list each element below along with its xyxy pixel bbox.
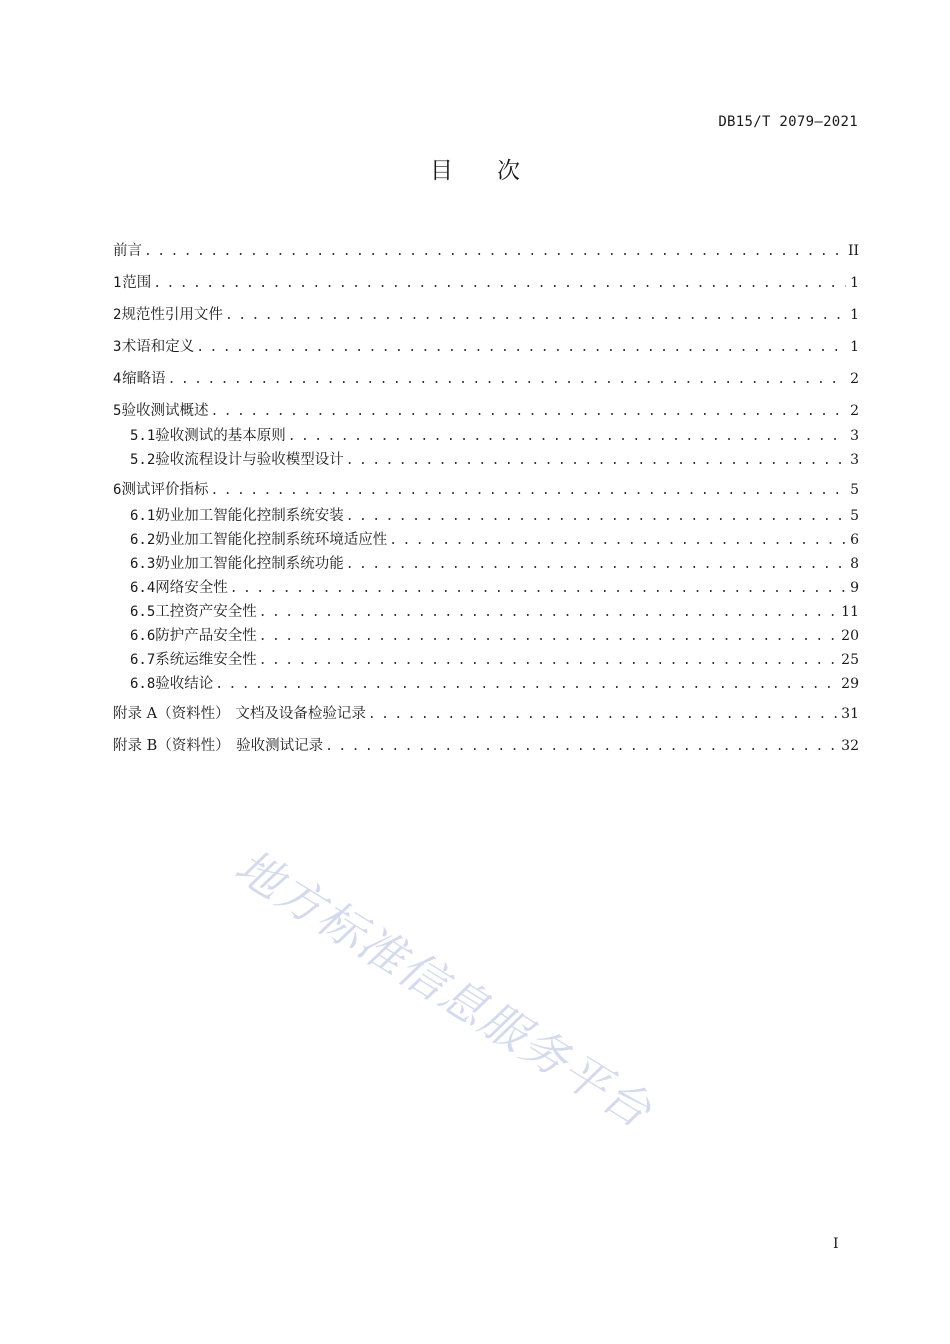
dot-leader bbox=[196, 338, 846, 358]
toc-page-number: 20 bbox=[841, 628, 859, 644]
toc-page-number: 2 bbox=[850, 403, 859, 419]
toc-number: 3 bbox=[113, 339, 122, 355]
toc-page-number: 8 bbox=[850, 556, 859, 572]
toc-entry-5[interactable] bbox=[113, 401, 859, 421]
toc-label: 防护产品安全性 bbox=[155, 628, 257, 644]
toc-entry-6-3[interactable] bbox=[130, 554, 859, 574]
toc-number: 6.1 bbox=[130, 508, 156, 524]
toc-entry-6-2[interactable] bbox=[130, 530, 859, 550]
toc-label: 奶业加工智能化控制系统安装 bbox=[155, 508, 344, 524]
toc-page-number: 5 bbox=[850, 508, 859, 524]
title-part-1: 目 bbox=[430, 158, 453, 184]
toc-label: 系统运维安全性 bbox=[155, 652, 257, 668]
toc-label: 前言 bbox=[113, 243, 142, 259]
toc-entry-6-4[interactable] bbox=[130, 578, 859, 598]
toc-entry-annex-b[interactable] bbox=[113, 736, 859, 756]
toc-number: 6.8 bbox=[130, 676, 156, 692]
toc-label: 测试评价指标 bbox=[121, 482, 209, 498]
toc-label: 验收测试的基本原则 bbox=[155, 428, 286, 444]
dot-leader bbox=[259, 603, 837, 623]
toc-page-number: 1 bbox=[850, 307, 859, 323]
toc-page-number: 11 bbox=[841, 604, 859, 620]
toc-page-number: 29 bbox=[841, 676, 859, 692]
toc-number: 6.3 bbox=[130, 556, 156, 572]
toc-annex-title: 验收测试记录 bbox=[236, 738, 324, 754]
dot-leader bbox=[325, 737, 837, 757]
dot-leader bbox=[215, 675, 837, 695]
toc-label: 术语和定义 bbox=[121, 339, 195, 355]
toc-label: 奶业加工智能化控制系统功能 bbox=[155, 556, 344, 572]
toc-label: 验收结论 bbox=[155, 676, 214, 692]
dot-leader bbox=[346, 451, 846, 471]
toc-entry-3[interactable] bbox=[113, 337, 859, 357]
toc-entry-4[interactable] bbox=[113, 369, 859, 389]
toc-number: 6.2 bbox=[130, 532, 156, 548]
dot-leader bbox=[211, 481, 847, 501]
toc-number: 6.6 bbox=[130, 628, 156, 644]
toc-label: 验收测试概述 bbox=[121, 403, 209, 419]
toc-label: 范围 bbox=[122, 275, 152, 291]
toc-number: 6.7 bbox=[130, 652, 156, 668]
toc-label: 附录 A（资料性） bbox=[113, 706, 230, 722]
watermark: 地方标准信息服务平台 bbox=[226, 838, 662, 1139]
toc-page-number: 9 bbox=[850, 580, 859, 596]
toc-number: 4 bbox=[113, 371, 122, 387]
toc-entry-6-5[interactable] bbox=[130, 602, 859, 622]
dot-leader bbox=[225, 306, 846, 326]
page-number: I bbox=[833, 1236, 839, 1252]
toc-page-number: 1 bbox=[850, 339, 859, 355]
toc-page-number: 6 bbox=[850, 532, 859, 548]
dot-leader bbox=[230, 579, 846, 599]
toc-annex-title: 文档及设备检验记录 bbox=[235, 706, 366, 722]
toc-entry-2[interactable] bbox=[113, 305, 859, 325]
toc-label: 规范性引用文件 bbox=[121, 307, 223, 323]
dot-leader bbox=[346, 507, 846, 527]
dot-leader bbox=[153, 274, 846, 294]
toc-page-number: II bbox=[847, 243, 859, 259]
toc-number: 5 bbox=[113, 403, 122, 419]
toc-label: 网络安全性 bbox=[155, 580, 228, 596]
toc-label: 缩略语 bbox=[122, 371, 166, 387]
toc-page-number: 2 bbox=[850, 371, 859, 387]
toc-page-number: 31 bbox=[841, 706, 859, 722]
dot-leader bbox=[368, 705, 837, 725]
toc-label: 奶业加工智能化控制系统环境适应性 bbox=[155, 532, 388, 548]
toc-number: 5.1 bbox=[130, 428, 156, 444]
toc-label: 验收流程设计与验收模型设计 bbox=[155, 452, 344, 468]
title-part-2: 次 bbox=[497, 158, 520, 184]
toc-page-number: 5 bbox=[850, 482, 859, 498]
toc-entry-1[interactable] bbox=[113, 273, 859, 293]
toc-entry-6-8[interactable] bbox=[130, 674, 859, 694]
toc-entry-6[interactable] bbox=[113, 480, 859, 500]
toc-number: 6 bbox=[113, 482, 122, 498]
dot-leader bbox=[288, 427, 846, 447]
toc-entry-annex-a[interactable] bbox=[113, 704, 859, 724]
toc-number: 5.2 bbox=[130, 452, 156, 468]
dot-leader bbox=[211, 402, 847, 422]
toc-entry-6-6[interactable] bbox=[130, 626, 859, 646]
toc-page-number: 3 bbox=[850, 452, 859, 468]
dot-leader bbox=[346, 555, 846, 575]
toc-entry-6-7[interactable] bbox=[130, 650, 859, 670]
dot-leader bbox=[259, 627, 837, 647]
toc-entry-5-1[interactable] bbox=[130, 426, 859, 446]
toc-page-number: 1 bbox=[850, 275, 859, 291]
toc-number: 2 bbox=[113, 307, 122, 323]
dot-leader bbox=[259, 651, 837, 671]
dot-leader bbox=[168, 370, 847, 390]
toc-number: 1 bbox=[113, 275, 122, 291]
toc-entry-5-2[interactable] bbox=[130, 450, 859, 470]
toc-label: 工控资产安全性 bbox=[155, 604, 257, 620]
toc-page-number: 25 bbox=[841, 652, 859, 668]
toc-number: 6.5 bbox=[130, 604, 156, 620]
toc-label: 附录 B（资料性） bbox=[113, 738, 230, 754]
toc-entry-6-1[interactable] bbox=[130, 506, 859, 526]
dot-leader bbox=[389, 531, 846, 551]
toc-page-number: 3 bbox=[850, 428, 859, 444]
toc-list bbox=[113, 0, 859, 1344]
dot-leader bbox=[144, 242, 844, 262]
toc-number: 6.4 bbox=[130, 580, 156, 596]
toc-entry-foreword[interactable] bbox=[113, 241, 859, 261]
toc-page-number: 32 bbox=[841, 738, 859, 754]
standard-code: DB15/T 2079—2021 bbox=[718, 114, 858, 130]
